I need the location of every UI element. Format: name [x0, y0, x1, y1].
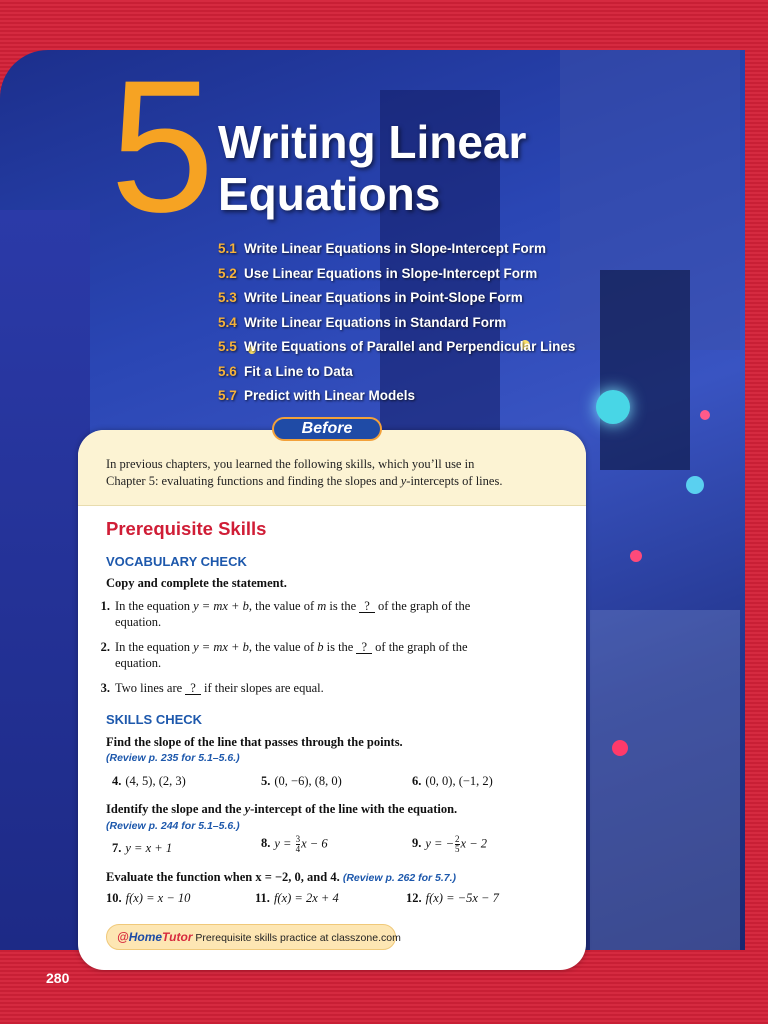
vocabulary-instruction: Copy and complete the statement.	[106, 576, 287, 590]
lesson-item[interactable]: 5.7 Predict with Linear Models	[218, 388, 416, 403]
exercise-item: 7. y = x + 1	[112, 841, 173, 855]
chapter-title-line2: Equations	[218, 168, 441, 220]
skills-heading: SKILLS CHECK	[106, 712, 203, 727]
exercise-item: 10. f(x) = x − 10	[106, 891, 191, 905]
chapter-title-line1: Writing Linear	[218, 116, 527, 168]
slope-instruction: Find the slope of the line that passes through the points.	[106, 735, 403, 749]
chapter-title	[218, 116, 526, 220]
before-tag: Before	[272, 417, 382, 441]
photo-left-strip	[0, 210, 90, 950]
vocab-item: 1. In the equation y = mx + b, the value of m is the ? of the graph of the equation.	[100, 599, 471, 629]
lesson-item[interactable]: 5.5 Write Equations of Parallel and Perpendicular Lines	[218, 339, 576, 354]
exercise-item: 9. y = − $\frac{2}{5}$ x − 2	[412, 834, 488, 854]
hometutor-link[interactable]: @HomeTutor Prerequisite skills practice at classzone.com	[106, 924, 396, 950]
exercise-item: 4. (4, 5), (2, 3)	[112, 774, 186, 788]
exercise-item: 6. (0, 0), (−1, 2)	[412, 774, 493, 788]
page-number: 280	[46, 970, 70, 986]
exercise-item: 8. y = $\frac{3}{4}$ x − 6	[261, 834, 328, 854]
vocab-item: 2. In the equation y = mx + b, the value of b is the ? of the graph of the equation.	[100, 640, 468, 670]
lesson-item[interactable]: 5.2 Use Linear Equations in Slope-Intercept Form	[218, 265, 538, 281]
vocabulary-heading: VOCABULARY CHECK	[106, 554, 247, 569]
exercise-item: 5. (0, −6), (8, 0)	[261, 774, 342, 788]
prerequisite-heading: Prerequisite Skills	[106, 518, 267, 539]
exercise-item: 11. f(x) = 2x + 4	[255, 891, 339, 905]
lesson-item[interactable]: 5.3 Write Linear Equations in Point-Slope Form	[218, 290, 523, 305]
exercise-item: 12. f(x) = −5x − 7	[406, 891, 499, 905]
intercept-instruction: Identify the slope and the y-intercept of the line with the equation.	[106, 802, 458, 816]
lesson-item[interactable]: 5.1 Write Linear Equations in Slope-Intercept Form	[218, 241, 547, 256]
lesson-list	[218, 240, 575, 412]
before-card	[78, 430, 586, 970]
lesson-item[interactable]: 5.6 Fit a Line to Data	[218, 363, 353, 379]
slope-review: (Review p. 235 for 5.1–5.6.)	[106, 752, 240, 764]
evaluate-instruction: Evaluate the function when x = −2, 0, and 4. (Review p. 262 for 5.7.)	[106, 870, 457, 884]
hometutor-logo: @HomeTutor	[117, 930, 193, 944]
intercept-review: (Review p. 244 for 5.1–5.6.)	[106, 820, 240, 832]
chapter-number: 5	[110, 41, 211, 251]
before-intro: In previous chapters, you learned the following skills, which you’ll use in Chapter 5: evaluating functions and finding the slopes and y-intercepts of lines.	[78, 430, 586, 506]
lesson-item[interactable]: 5.4 Write Linear Equations in Standard Form	[218, 314, 507, 330]
vocab-item: 3. Two lines are ? if their slopes are equal.	[100, 681, 324, 695]
